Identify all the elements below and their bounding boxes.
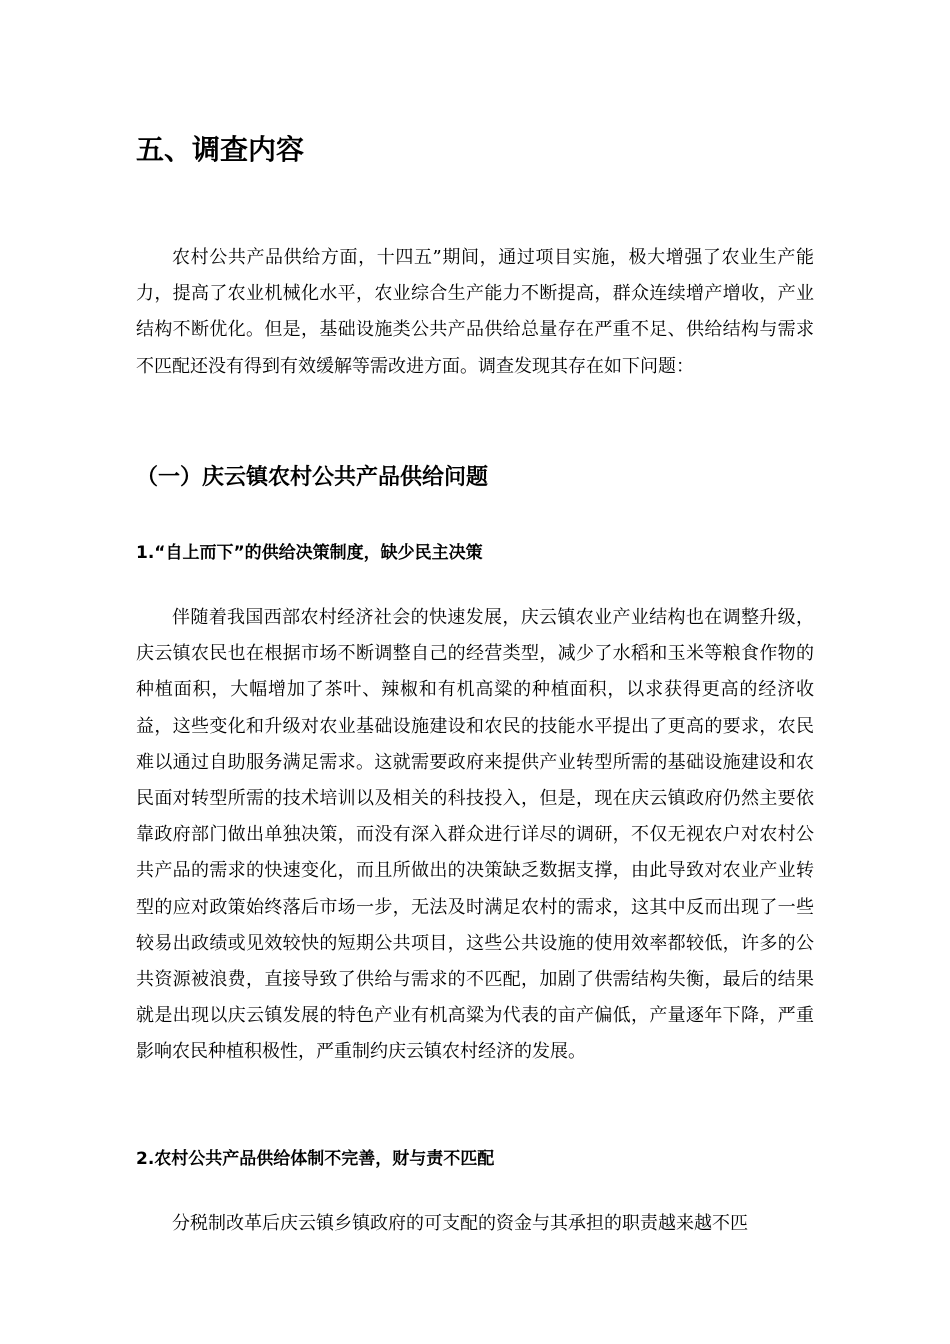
item-1-heading: 1.“自上而下”的供给决策制度，缺少民主决策 [136, 543, 483, 563]
section-heading: 五、调查内容 [136, 133, 305, 166]
item-2-paragraph: 分税制改革后庆云镇乡镇政府的可支配的资金与其承担的职责越来越不匹 [172, 1213, 748, 1234]
intro-paragraph: 农村公共产品供给方面，十四五”期间，通过项目实施，极大增强了农业生产能力，提高了农业机械化水平，农业综合生产能力不断提高，群众连续增产增收，产业结构不断优化。但是，基础设施类公共产品供给总量存在严重不足、供给结构与需求不匹配还没有得到有效缓解等需改进方面。调查发现其存在如下问题： [136, 247, 814, 377]
item-1-paragraph: 伴随着我国西部农村经济社会的快速发展，庆云镇农业产业结构也在调整升级，庆云镇农民也在根据市场不断调整自己的经营类型，减少了水稻和玉米等粮食作物的种植面积，大幅增加了茶叶、辣椒和有机高粱的种植面积，以求获得更高的经济收益，这些变化和升级对农业基础设施建设和农民的技能水平提出了更高的要求，农民难以通过自助服务满足需求。这就需要政府来提供产业转型所需的基础设施建设和农民面对转型所需的技术培训以及相关的科技投入，但是，现在庆云镇政府仍然主要依靠政府部门做出单独决策，而没有深入群众进行详尽的调研，不仅无视农户对农村公共产品的需求的快速变化，而且所做出的决策缺乏数据支撑，由此导致对农业产业转型的应对政策始终落后市场一步，无法及时满足农村的需求，这其中反而出现了一些较易出政绩或见效较快的短期公共项目，这些公共设施的使用效率都较低，许多的公共资源被浪费，直接导致了供给与需求的不匹配，加剧了供需结构失衡，最后的结果就是出现以庆云镇发展的特色产业有机高粱为代表的亩产偏低，产量逐年下降，严重影响农民种植积极性，严重制约庆云镇农村经济的发展。 [136, 607, 814, 1063]
item-2-heading: 2.农村公共产品供给体制不完善，财与责不匹配 [136, 1149, 495, 1169]
subsection-heading: （一）庆云镇农村公共产品供给问题 [136, 465, 489, 490]
